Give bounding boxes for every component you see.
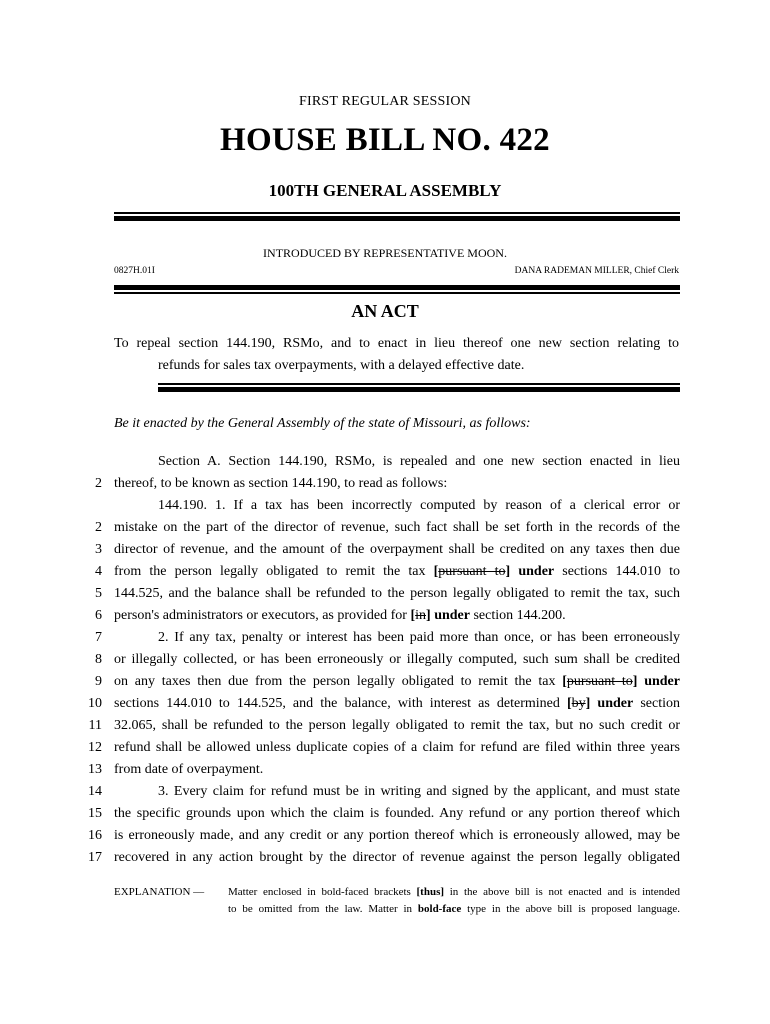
line-text [158, 495, 680, 517]
header-rule-thin [114, 212, 680, 214]
bill-line [0, 715, 770, 737]
bill-line [0, 605, 770, 627]
explanation-line-1 [228, 884, 680, 901]
statute-text: or illegally collected, or has been erroneously or illegally computed, such sum shall be credited [114, 652, 680, 667]
statute-text: 32.065, shall be refunded to the person legally obligated to remit the tax, but no such credit or [114, 718, 680, 733]
bracket: ] [585, 696, 591, 711]
bill-line [0, 781, 770, 803]
bill-line [0, 517, 770, 539]
bill-line [0, 495, 770, 517]
line-number: 12 [88, 740, 102, 755]
statute-text: sections 144.010 to [554, 564, 680, 579]
statute-text: sections 144.010 to 144.525, and the balance, with interest as determined [114, 696, 567, 711]
statute-text: 3. Every claim for refund must be in writing and signed by the applicant, and must state [158, 784, 680, 799]
bill-line [0, 803, 770, 825]
line-number: 14 [88, 784, 102, 799]
statute-text: 144.190. 1. If a tax has been incorrectly computed by reason of a clerical error or [158, 498, 680, 513]
act-heading: AN ACT [351, 301, 419, 321]
bracket: ] [505, 564, 511, 579]
bracket: ] [632, 674, 638, 689]
bill-code: 0827H.01I [114, 266, 155, 276]
statute-text: thereof, to be known as section 144.190, to read as follows: [114, 476, 448, 491]
bill-line [0, 671, 770, 693]
statute-text: director of revenue, and the amount of the overpayment shall be credited on any taxes then due [114, 542, 680, 557]
line-text [114, 561, 680, 583]
line-number: 4 [95, 564, 102, 579]
statute-text: 2. If any tax, penalty or interest has been paid more than once, or has been erroneously [158, 630, 680, 645]
title-rule-thick [158, 387, 680, 392]
line-text [114, 473, 680, 495]
line-number: 8 [95, 652, 102, 667]
line-text [114, 825, 680, 847]
line-text [114, 539, 680, 561]
clerk-rule-thick [114, 285, 680, 290]
line-text [114, 715, 680, 737]
line-text [114, 605, 680, 627]
proposed-text: under [510, 564, 555, 579]
line-text [158, 451, 680, 473]
explanation-text: type in the above bill is proposed language. [461, 903, 680, 915]
act-title-line-1: To repeal section 144.190, RSMo, and to enact in lieu thereof one new section relating to [114, 336, 679, 351]
proposed-text: under [637, 674, 680, 689]
line-number: 9 [95, 674, 102, 689]
line-text [114, 583, 680, 605]
bracket: [ [433, 564, 439, 579]
line-text [114, 671, 680, 693]
bill-line [0, 759, 770, 781]
statute-text: from the person legally obligated to remit the tax [114, 564, 434, 579]
explanation-label: EXPLANATION — [114, 886, 205, 898]
title-rule-thin [158, 383, 680, 385]
stricken-text: by [571, 696, 586, 711]
line-text [114, 693, 680, 715]
bill-line [0, 649, 770, 671]
explanation-boldface-example: bold-face [417, 903, 462, 915]
header-rule-thick [114, 216, 680, 221]
statute-text: from date of overpayment. [114, 762, 264, 777]
enacting-clause: Be it enacted by the General Assembly of the state of Missouri, as follows: [114, 416, 531, 431]
statute-text: recovered in any action brought by the director of revenue against the person legally obligated [114, 850, 680, 865]
bill-line [0, 451, 770, 473]
bill-line [0, 539, 770, 561]
statute-text: Section A. Section 144.190, RSMo, is repealed and one new section enacted in lieu [158, 454, 680, 469]
session-label: FIRST REGULAR SESSION [299, 94, 471, 109]
line-text [114, 847, 680, 869]
act-title-line-2: refunds for sales tax overpayments, with a delayed effective date. [158, 358, 525, 373]
statute-text: refund shall be allowed unless duplicate copies of a claim for refund are filed within three years [114, 740, 680, 755]
line-text [158, 627, 680, 649]
stricken-text: in [415, 608, 427, 623]
bill-line [0, 825, 770, 847]
explanation-text: Matter enclosed in bold-faced brackets [228, 886, 417, 898]
stricken-text: pursuant to [566, 674, 633, 689]
bill-line [0, 737, 770, 759]
line-text [158, 781, 680, 803]
clerk-rule-thin [114, 292, 680, 294]
line-number: 7 [95, 630, 102, 645]
bill-line [0, 561, 770, 583]
bracket: [ [566, 696, 572, 711]
proposed-text: under [590, 696, 634, 711]
bill-line [0, 847, 770, 869]
bill-line [0, 693, 770, 715]
bracket: [ [410, 608, 416, 623]
explanation-bracket-example: [thus] [416, 886, 445, 898]
line-number: 10 [88, 696, 102, 711]
act-title [114, 333, 679, 377]
chief-clerk: DANA RADEMAN MILLER, Chief Clerk [514, 266, 679, 276]
explanation-text: in the above bill is not enacted and is intended [444, 886, 680, 898]
stricken-text: pursuant to [438, 564, 506, 579]
statute-text: section 144.200. [469, 608, 566, 623]
statute-text: is erroneously made, and any credit or any portion thereof which is erroneously allowed, may be [114, 828, 680, 843]
statute-text: section [633, 696, 680, 711]
line-text [114, 803, 680, 825]
line-number: 13 [88, 762, 102, 777]
statute-text: the specific grounds upon which the claim is founded. Any refund or any portion thereof which [114, 806, 680, 821]
line-number: 5 [95, 586, 102, 601]
assembly-label: 100TH GENERAL ASSEMBLY [268, 181, 502, 200]
bracket: [ [562, 674, 567, 689]
line-number: 6 [95, 608, 102, 623]
line-number: 11 [88, 718, 102, 733]
statute-text: person's administrators or executors, as provided for [114, 608, 411, 623]
line-number: 2 [95, 520, 102, 535]
proposed-text: under [430, 608, 470, 623]
line-text [114, 737, 680, 759]
bill-body [0, 451, 770, 869]
line-number: 2 [95, 476, 102, 491]
line-text [114, 649, 680, 671]
bill-line [0, 583, 770, 605]
introduced-by: INTRODUCED BY REPRESENTATIVE MOON. [263, 246, 507, 260]
statute-text: mistake on the part of the director of revenue, such fact shall be set forth in the records of the [114, 520, 680, 535]
explanation-text: to be omitted from the law. Matter in [228, 903, 418, 915]
explanation-line-2 [228, 901, 680, 918]
statute-text: 144.525, and the balance shall be refunded to the person legally obligated to remit the tax, such [114, 586, 680, 601]
line-text [114, 517, 680, 539]
line-text [114, 759, 680, 781]
bill-line [0, 473, 770, 495]
bill-title: HOUSE BILL NO. 422 [220, 122, 550, 158]
statute-text: on any taxes then due from the person legally obligated to remit the tax [114, 674, 563, 689]
line-number: 3 [95, 542, 102, 557]
line-number: 16 [88, 828, 102, 843]
line-number: 15 [88, 806, 102, 821]
bracket: ] [426, 608, 431, 623]
line-number: 17 [88, 850, 102, 865]
bill-line [0, 627, 770, 649]
